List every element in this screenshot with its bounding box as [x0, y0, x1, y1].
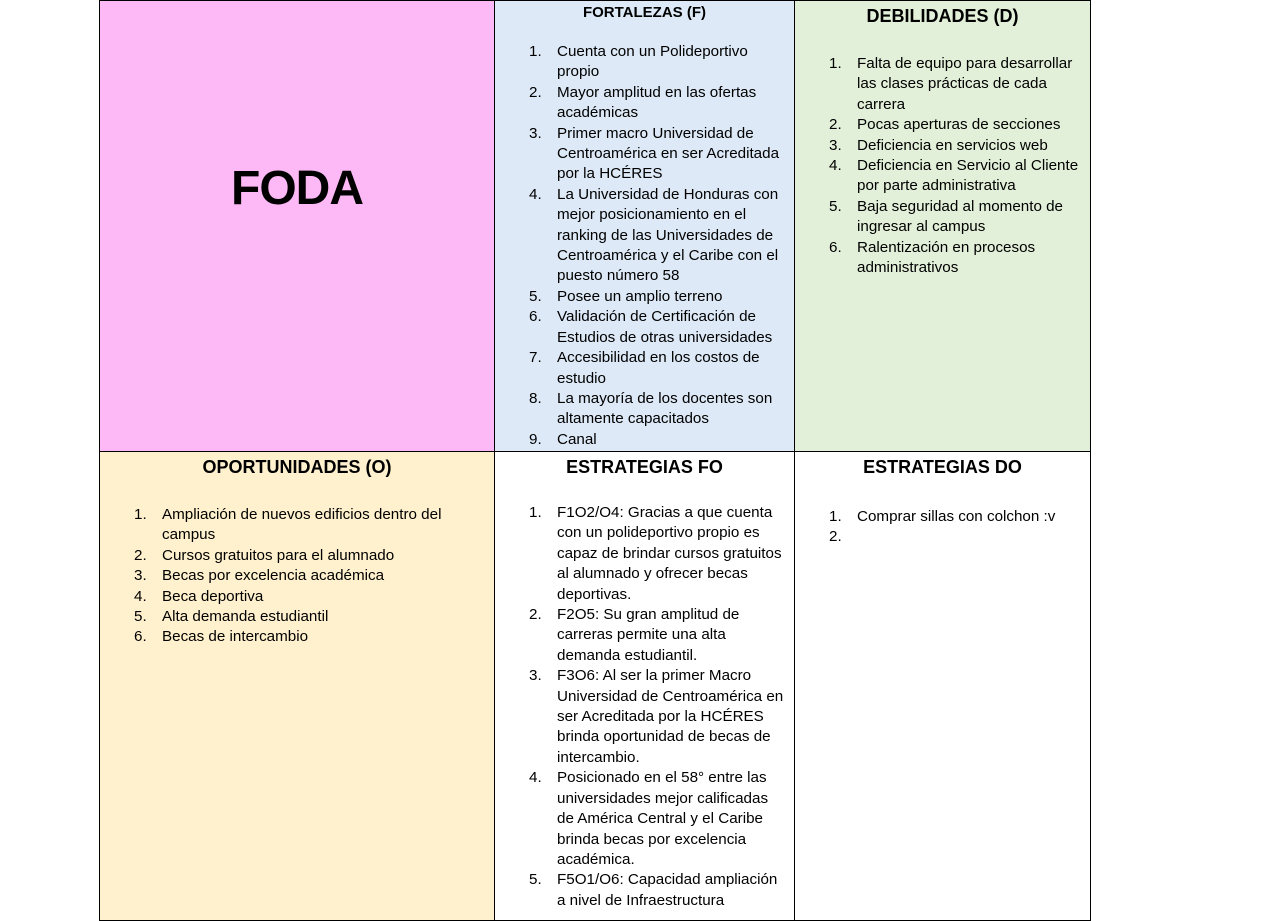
oportunidades-heading: OPORTUNIDADES (O) [202, 457, 392, 477]
list-item-text: Primer macro Universidad de Centroamérica en ser Acreditada por la HCÉRES [557, 124, 780, 183]
list-item-number: 4. [829, 157, 842, 175]
list-item-number: 8. [529, 389, 542, 407]
list-item-text: Becas por excelencia académica [162, 567, 385, 585]
list-item [495, 605, 794, 666]
list-item-text: Validación de Certificación de Estudios de otras universidades [557, 308, 773, 346]
list-item [100, 607, 494, 627]
list-item [100, 505, 494, 546]
list-item-text: Deficiencia en servicios web [857, 136, 1048, 154]
fortalezas-cell [494, 0, 795, 452]
foda-title-cell [99, 0, 495, 452]
list-item [795, 197, 1090, 238]
estrategias-do-cell [794, 451, 1091, 921]
list-item-text: Mayor amplitud en las ofertas académicas [557, 83, 757, 122]
list-item [495, 83, 794, 124]
list-item [495, 430, 794, 450]
list-item-number: 9. [529, 430, 542, 448]
list-item-number: 5. [529, 287, 542, 305]
list-item-number: 4. [134, 587, 147, 605]
list-item-number: 3. [529, 124, 542, 142]
list-item-text: Posicionado en el 58° entre las universidades mejor calificadas de América Central y el Caribe brinda becas por excelencia académica. [557, 769, 769, 868]
list-item-number: 1. [829, 508, 842, 525]
list-item [495, 666, 794, 768]
list-item-number: 2. [829, 116, 842, 134]
list-item-number: 5. [829, 197, 842, 215]
list-item-text: Cuenta con un Polideportivo propio [557, 43, 748, 81]
list-item-text: Posee un amplio terreno [557, 287, 723, 305]
list-item-number: 3. [134, 567, 147, 585]
list-item-number: 5. [134, 608, 147, 626]
list-item-number: 4. [529, 185, 542, 203]
list-item-text: Canal [557, 430, 597, 448]
list-item-text: Accesibilidad en los costos de estudio [557, 349, 760, 387]
list-item-number: 6. [529, 308, 542, 326]
list-item-text: F2O5: Su gran amplitud de carreras permite una alta demanda estudiantil. [557, 606, 740, 664]
debilidades-heading: DEBILIDADES (D) [866, 6, 1019, 26]
list-item [495, 185, 794, 287]
list-item [795, 54, 1090, 115]
list-item [495, 389, 794, 430]
estrategias-fo-cell [494, 451, 795, 921]
list-item-text: Baja seguridad al momento de ingresar al campus [857, 197, 1064, 236]
list-item-number: 6. [829, 238, 842, 256]
list-item-text: Falta de equipo para desarrollar las clases prácticas de cada carrera [857, 55, 1073, 113]
list-item [495, 307, 794, 348]
list-item-number: 1. [529, 43, 542, 60]
oportunidades-cell [99, 451, 495, 921]
oportunidades-list [100, 505, 494, 648]
estrategias-do-heading: ESTRATEGIAS DO [863, 457, 1022, 477]
list-item-number: 3. [829, 136, 842, 154]
list-item [495, 348, 794, 389]
list-item-number: 7. [529, 349, 542, 367]
list-item-text: Alta demanda estudiantil [162, 608, 329, 626]
list-item [495, 870, 794, 911]
list-item-number: 5. [529, 871, 542, 889]
list-item [495, 503, 794, 605]
list-item-text: La mayoría de los docentes son altamente capacitados [557, 389, 773, 428]
estrategias-fo-list [495, 503, 794, 911]
list-item [100, 587, 494, 607]
list-item [100, 546, 494, 566]
list-item-text: Pocas aperturas de secciones [857, 116, 1061, 134]
list-item-number: 2. [529, 606, 542, 624]
list-item-text: F5O1/O6: Capacidad ampliación a nivel de Infraestructura [557, 871, 778, 909]
list-item [795, 136, 1090, 156]
list-item [100, 627, 494, 647]
list-item-number: 1. [829, 55, 842, 72]
debilidades-cell [794, 0, 1091, 452]
list-item-text: La Universidad de Honduras con mejor posicionamiento en el ranking de las Universidades de Centroamérica y el Caribe con el puesto número 58 [557, 185, 779, 285]
list-item [495, 768, 794, 870]
list-item-text: Ampliación de nuevos edificios dentro del campus [162, 506, 442, 544]
list-item-number: 2. [529, 83, 542, 101]
list-item [795, 238, 1090, 279]
list-item-number: 3. [529, 667, 542, 685]
debilidades-list [795, 54, 1090, 278]
matrix-title: FODA [231, 162, 363, 215]
list-item-text: Becas de intercambio [162, 628, 309, 646]
list-item [495, 287, 794, 307]
list-item [495, 124, 794, 185]
list-item-number: 1. [529, 504, 542, 521]
list-item-number: 1. [134, 506, 147, 523]
list-item-text: Ralentización en procesos administrativos [857, 238, 1036, 277]
list-item-number: 2. [134, 546, 147, 564]
list-item [795, 156, 1090, 197]
list-item-number: 4. [529, 769, 542, 787]
list-item-text: F3O6: Al ser la primer Macro Universidad de Centroamérica en ser Acreditada por la HCÉRES brinda oportunidad de becas de intercambio. [557, 667, 784, 766]
list-item [795, 507, 1090, 527]
fortalezas-list [495, 42, 794, 450]
list-item [495, 42, 794, 83]
estrategias-do-list [795, 507, 1090, 546]
list-item [795, 115, 1090, 135]
list-item-text: F1O2/O4: Gracias a que cuenta con un polideportivo propio es capaz de brindar cursos gratuitos al alumnado y ofrecer becas deportivas. [557, 504, 782, 603]
list-item [100, 566, 494, 586]
list-item-text: Cursos gratuitos para el alumnado [162, 546, 395, 564]
estrategias-fo-heading: ESTRATEGIAS FO [566, 457, 723, 477]
list-item-number: 2. [829, 528, 842, 546]
list-item-text: Beca deportiva [162, 587, 264, 605]
list-item-text: Deficiencia en Servicio al Cliente por parte administrativa [857, 157, 1079, 195]
list-item-text: Comprar sillas con colchon :v [857, 508, 1056, 525]
list-item-number: 6. [134, 628, 147, 646]
fortalezas-heading: FORTALEZAS (F) [582, 4, 707, 21]
